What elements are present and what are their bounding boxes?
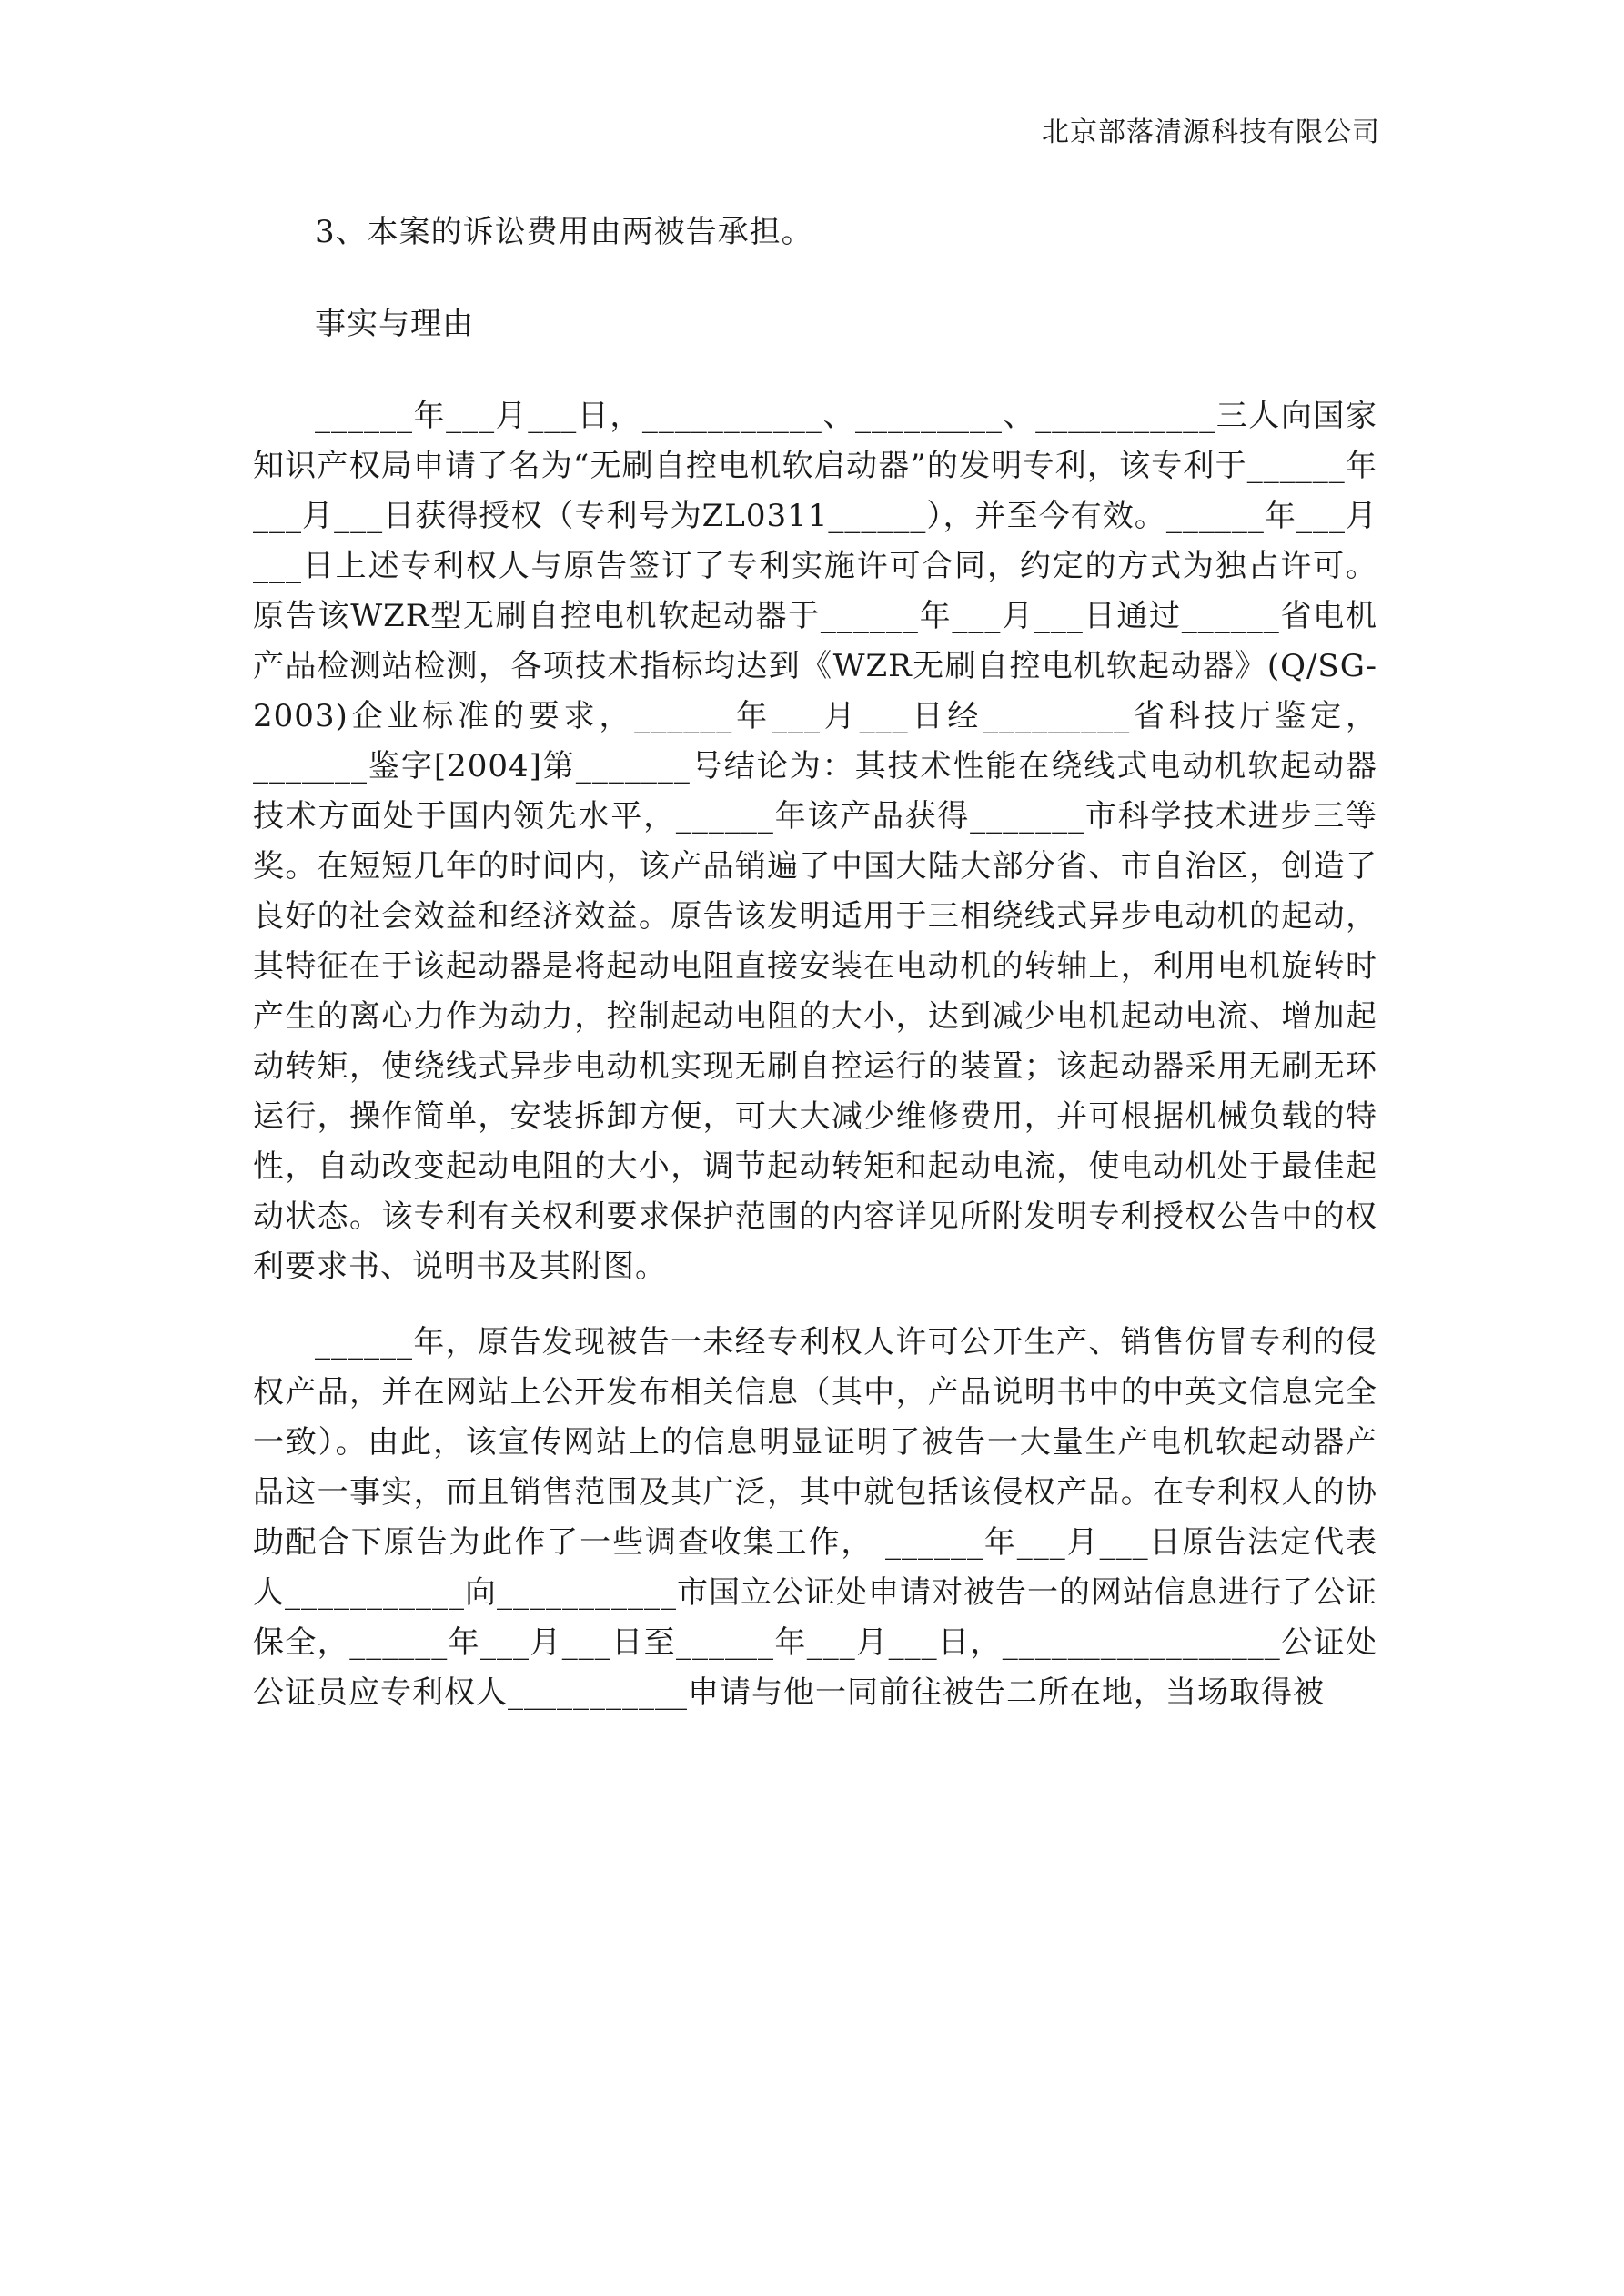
paragraph-cost-burden: 3、本案的诉讼费用由两被告承担。 <box>315 214 813 250</box>
section-heading-facts-and-reasons: 事实与理由 <box>315 306 474 342</box>
company-header: 北京部落清源科技有限公司 <box>1042 116 1380 148</box>
paragraph-patent-background: ______年___月___日，___________、_________、___________三人向国家知识产权局申请了名为“无刷自控电机软启动器”的发明专利，该专利于______年___月___日获得授权（专利号为ZL0311______），并至今有效。______年___月___日上述专利权人与原告签订了专利实施许可合同，约定的方式为独占许可。原告该WZR型无刷自控电机软起动器于______年___月___日通过______省电机产品检测站检测，各项技术指标均达到《WZR无刷自控电机软起动器》(Q/SG-2003)企业标准的要求，______年___月___日经_________省科技厅鉴定，_______鉴字[2004]第_______号结论为：其技术性能在绕线式电动机软起动器技术方面处于国内领先水平，______年该产品获得_______市科学技术进步三等奖。在短短几年的时间内，该产品销遍了中国大陆大部分省、市自治区，创造了良好的社会效益和经济效益。原告该发明适用于三相绕线式异步电动机的起动，其特征在于该起动器是将起动电阻直接安装在电动机的转轴上，利用电机旋转时产生的离心力作为动力，控制起动电阻的大小，达到减少电机起动电流、增加起动转矩，使绕线式异步电动机实现无刷自控运行的装置；该起动器采用无刷无环运行，操作简单，安装拆卸方便，可大大减少维修费用，并可根据机械负载的特性，自动改变起动电阻的大小，调节起动转矩和起动电流，使电动机处于最佳起动状态。该专利有关权利要求保护范围的内容详见所附发明专利授权公告中的权利要求书、说明书及其附图。 <box>253 398 1377 1285</box>
paragraph-infringement-discovery: ______年，原告发现被告一未经专利权人许可公开生产、销售仿冒专利的侵权产品，并在网站上公开发布相关信息（其中，产品说明书中的中英文信息完全一致）。由此，该宣传网站上的信息明显证明了被告一大量生产电机软起动器产品这一事实，而且销售范围及其广泛，其中就包括该侵权产品。在专利权人的协助配合下原告为此作了一些调查收集工作， ______年___月___日原告法定代表人___________向___________市国立公证处申请对被告一的网站信息进行了公证保全，______年___月___日至______年___月___日，_________________公证处公证员应专利权人___________申请与他一同前往被告二所在地，当场取得被 <box>253 1324 1377 1711</box>
document-body <box>253 207 1377 1718</box>
